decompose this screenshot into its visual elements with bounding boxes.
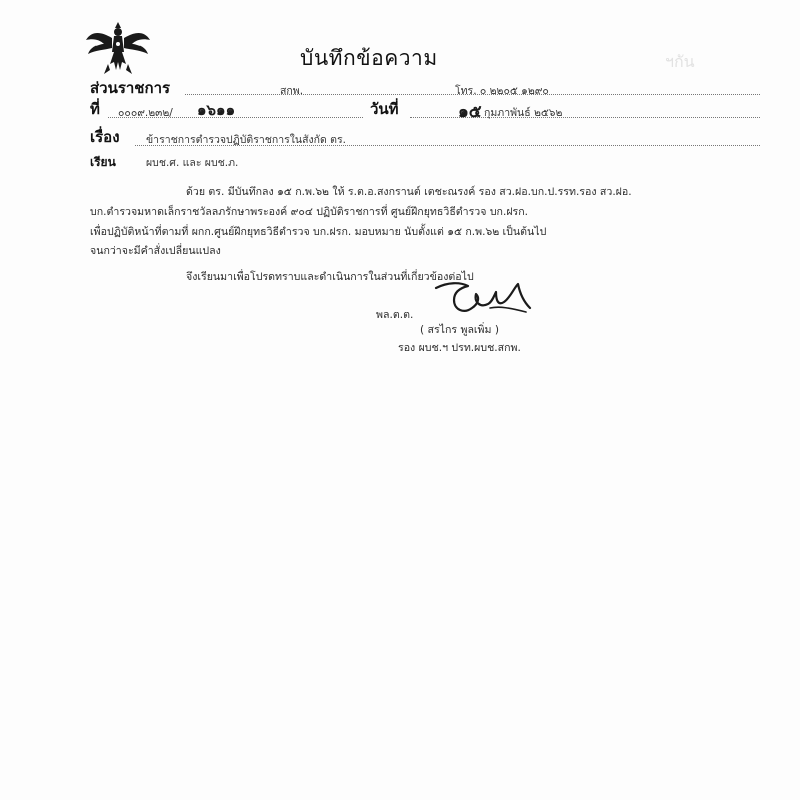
body-line-4: จนกว่าจะมีคำสั่งเปลี่ยนแปลง xyxy=(90,245,221,257)
signer-position: รอง ผบช.ฯ ปรท.ผบช.สกพ. xyxy=(398,342,521,354)
phone-value: โทร. ๐ ๒๒๐๕ ๑๒๙๐ xyxy=(455,85,549,97)
number-label: ที่ xyxy=(90,100,100,118)
body-line-3: เพื่อปฏิบัติหน้าที่ตามที่ ผกก.ศูนย์ฝึกยุทธวิธีตำรวจ บก.ฝรก. มอบหมาย นับตั้งแต่ ๑๕ ก.พ.๖๒ เป็นต้นไป xyxy=(90,226,547,238)
number-printed: ๐๐๐๙.๒๓๒/ xyxy=(118,107,173,119)
body-line-2: บก.ตำรวจมหาดเล็กราชวัลลภรักษาพระองค์ ๙๐๔ ปฏิบัติราชการที่ ศูนย์ฝึกยุทธวิธีตำรวจ บก.ฝรก. xyxy=(90,206,529,218)
signer-rank: พล.ต.ต. xyxy=(376,309,414,321)
body-line-1: ด้วย ตร. มีบันทึกลง ๑๕ ก.พ.๖๒ ให้ ร.ต.อ.สงกรานต์ เตชะณรงค์ รอง สว.ฝอ.บก.ป.รรท.รอง สว.ฝอ. xyxy=(186,186,632,198)
garuda-emblem-icon xyxy=(84,18,152,78)
subject-value: ข้าราชการตำรวจปฏิบัติราชการในสังกัด ตร. xyxy=(146,134,346,146)
number-handwritten: ๑๖๑๑ xyxy=(197,101,236,119)
bleed-through-text: ฯกัน xyxy=(665,52,695,71)
date-printed: กุมภาพันธ์ ๒๕๖๒ xyxy=(484,107,563,119)
to-value: ผบช.ศ. และ ผบช.ภ. xyxy=(146,157,239,169)
date-handwritten: ๑๕ xyxy=(458,102,482,122)
memo-title: บันทึกข้อความ xyxy=(300,46,438,70)
department-value: สกพ. xyxy=(280,85,304,97)
subject-label: เรื่อง xyxy=(90,128,120,146)
department-label: ส่วนราชการ xyxy=(90,79,171,97)
handwritten-signature xyxy=(430,278,535,318)
signer-name: ( สรไกร พูลเพิ่ม ) xyxy=(420,324,500,336)
date-label: วันที่ xyxy=(370,100,399,118)
closing-line: จึงเรียนมาเพื่อโปรดทราบและดำเนินการในส่วนที่เกี่ยวข้องต่อไป xyxy=(186,271,474,283)
to-label: เรียน xyxy=(90,155,116,169)
